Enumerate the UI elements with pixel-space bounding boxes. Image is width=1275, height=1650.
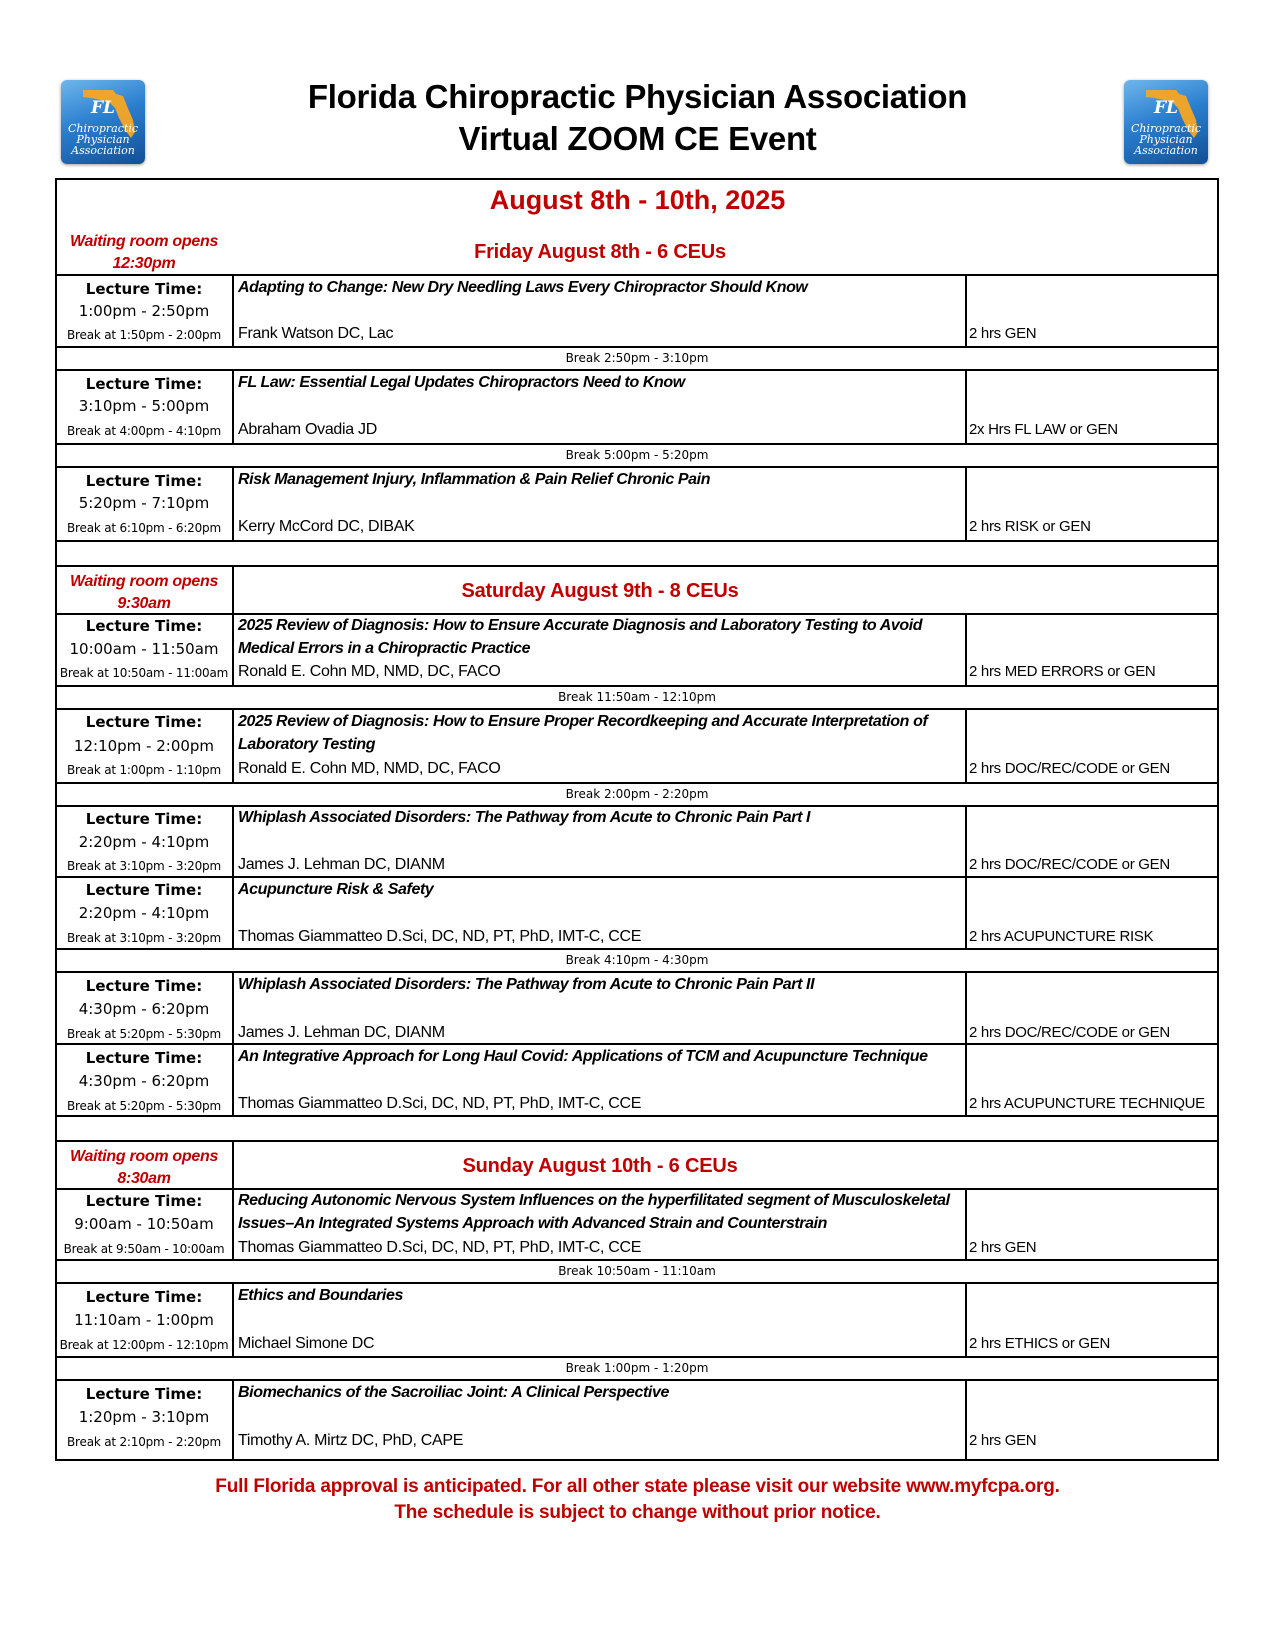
logo-initials: FL xyxy=(90,98,116,118)
lecture-time-label: Lecture Time: xyxy=(85,977,203,995)
lecture-break: Break at 5:20pm - 5:30pm xyxy=(67,1027,221,1041)
lecture-time: 12:10pm - 2:00pm xyxy=(73,737,215,755)
lecture-break: Break at 1:00pm - 1:10pm xyxy=(67,763,221,777)
lecture-time: 2:20pm - 4:10pm xyxy=(78,904,210,922)
lecture-break: Break at 3:10pm - 3:20pm xyxy=(67,859,221,873)
lecture-topic xyxy=(238,614,964,660)
topic-line: Whiplash Associated Disorders: The Pathway from Acute to Chronic Pain Part I xyxy=(238,809,811,826)
logo-text-line1: Chiropractic xyxy=(1130,122,1202,135)
lecture-time-label: Lecture Time: xyxy=(85,1192,203,1210)
lecture-time: 4:30pm - 6:20pm xyxy=(78,1072,210,1090)
break-row: Break 5:00pm - 5:20pm xyxy=(565,448,709,462)
logo-text-line1: Chiropractic xyxy=(67,122,139,135)
column-rule xyxy=(965,805,967,948)
lecture-time: 1:20pm - 3:10pm xyxy=(78,1408,210,1426)
break-row: Break 10:50am - 11:10am xyxy=(558,1264,716,1278)
lecture-break: Break at 4:00pm - 4:10pm xyxy=(67,424,221,438)
topic-line: 2025 Review of Diagnosis: How to Ensure Proper Recordkeeping and Accurate Interpretation of xyxy=(238,713,928,730)
day-header-sunday: Sunday August 10th - 6 CEUs xyxy=(462,1155,738,1177)
waiting-room-sunday xyxy=(57,1146,231,1190)
waiting-room-saturday xyxy=(57,571,231,615)
column-rule xyxy=(232,274,234,346)
column-rule xyxy=(965,1282,967,1356)
column-rule xyxy=(965,466,967,540)
lecture-credit: 2 hrs ACUPUNCTURE RISK xyxy=(969,928,1154,945)
lecture-time: 5:20pm - 7:10pm xyxy=(78,494,210,512)
lecture-topic xyxy=(238,468,964,491)
lecture-time-label: Lecture Time: xyxy=(85,1049,203,1067)
column-rule xyxy=(232,369,234,443)
table-rule xyxy=(55,782,1219,784)
column-rule xyxy=(965,613,967,685)
lecture-time-label: Lecture Time: xyxy=(85,881,203,899)
lecture-credit: 2 hrs GEN xyxy=(969,1239,1037,1256)
break-row: Break 2:50pm - 3:10pm xyxy=(565,351,709,365)
lecture-time-label: Lecture Time: xyxy=(85,375,203,393)
lecture-topic xyxy=(238,806,964,829)
lecture-time: 4:30pm - 6:20pm xyxy=(78,1000,210,1018)
lecture-speaker: Ronald E. Cohn MD, NMD, DC, FACO xyxy=(238,760,501,777)
logo-text-line2: Physician xyxy=(1139,133,1193,146)
table-rule xyxy=(55,346,1219,348)
topic-line: An Integrative Approach for Long Haul Covid: Applications of TCM and Acupuncture Technique xyxy=(238,1048,928,1065)
break-row: Break 2:00pm - 2:20pm xyxy=(565,787,709,801)
topic-line: FL Law: Essential Legal Updates Chiropractors Need to Know xyxy=(238,374,685,391)
lecture-topic xyxy=(238,1284,964,1307)
table-rule xyxy=(55,1259,1219,1261)
lecture-credit: 2 hrs ACUPUNCTURE TECHNIQUE xyxy=(969,1095,1205,1112)
topic-line: Risk Management Injury, Inflammation & Pain Relief Chronic Pain xyxy=(238,471,711,488)
lecture-speaker: Timothy A. Mirtz DC, PhD, CAPE xyxy=(238,1432,464,1449)
lecture-break: Break at 5:20pm - 5:30pm xyxy=(67,1099,221,1113)
waiting-room-label: Waiting room opens xyxy=(69,573,219,590)
approval-notice: Full Florida approval is anticipated. For all other state please visit our website www.myfcpa.org. xyxy=(215,1476,1060,1497)
topic-line: Adapting to Change: New Dry Needling Laws Every Chiropractor Should Know xyxy=(238,279,808,296)
column-rule xyxy=(965,708,967,782)
lecture-credit: 2 hrs DOC/REC/CODE or GEN xyxy=(969,1024,1170,1041)
column-rule xyxy=(965,1188,967,1259)
lecture-time-label: Lecture Time: xyxy=(85,1385,203,1403)
lecture-speaker: Kerry McCord DC, DIBAK xyxy=(238,518,415,535)
lecture-speaker: Thomas Giammatteo D.Sci, DC, ND, PT, PhD, IMT-C, CCE xyxy=(238,1095,642,1112)
lecture-break: Break at 3:10pm - 3:20pm xyxy=(67,931,221,945)
column-rule xyxy=(965,971,967,1115)
topic-line: Biomechanics of the Sacroiliac Joint: A Clinical Perspective xyxy=(238,1384,669,1401)
waiting-room-friday xyxy=(57,231,231,275)
lecture-credit: 2 hrs DOC/REC/CODE or GEN xyxy=(969,760,1170,777)
lecture-credit: 2 hrs GEN xyxy=(969,325,1037,342)
lecture-speaker: Michael Simone DC xyxy=(238,1335,375,1352)
table-rule xyxy=(55,540,1219,542)
lecture-time: 1:00pm - 2:50pm xyxy=(78,302,210,320)
lecture-speaker: James J. Lehman DC, DIANM xyxy=(238,1024,445,1041)
lecture-speaker: Abraham Ovadia JD xyxy=(238,421,377,438)
topic-line: Issues–An Integrated Systems Approach with Advanced Strain and Counterstrain xyxy=(238,1215,827,1232)
logo-text-line3: Association xyxy=(1134,144,1198,157)
topic-line: Acupuncture Risk & Safety xyxy=(238,881,434,898)
lecture-topic xyxy=(238,276,964,299)
column-rule xyxy=(232,805,234,948)
table-rule xyxy=(55,1356,1219,1358)
schedule-change-notice: The schedule is subject to change without prior notice. xyxy=(394,1502,881,1523)
column-rule xyxy=(965,1379,967,1459)
waiting-room-time: 12:30pm xyxy=(112,255,176,272)
topic-line: Ethics and Boundaries xyxy=(238,1287,403,1304)
lecture-credit: 2x Hrs FL LAW or GEN xyxy=(969,421,1118,438)
lecture-break: Break at 9:50am - 10:00am xyxy=(63,1242,225,1256)
lecture-break: Break at 6:10pm - 6:20pm xyxy=(67,521,221,535)
lecture-speaker: Thomas Giammatteo D.Sci, DC, ND, PT, PhD, IMT-C, CCE xyxy=(238,1239,642,1256)
column-rule xyxy=(232,466,234,540)
lecture-break: Break at 10:50am - 11:00am xyxy=(59,666,229,680)
table-rule xyxy=(55,685,1219,687)
lecture-speaker: Frank Watson DC, Lac xyxy=(238,325,394,342)
lecture-topic xyxy=(238,1381,964,1404)
lecture-time: 3:10pm - 5:00pm xyxy=(78,397,210,415)
waiting-room-time: 8:30am xyxy=(117,1170,171,1187)
lecture-break: Break at 1:50pm - 2:00pm xyxy=(67,328,221,342)
day-header-friday: Friday August 8th - 6 CEUs xyxy=(474,241,726,263)
lecture-topic xyxy=(238,878,964,901)
lecture-time: 10:00am - 11:50am xyxy=(69,640,219,658)
lecture-time-label: Lecture Time: xyxy=(85,617,203,635)
date-range: August 8th - 10th, 2025 xyxy=(489,185,786,215)
lecture-time-label: Lecture Time: xyxy=(85,472,203,490)
lecture-topic xyxy=(238,371,964,394)
topic-line: Whiplash Associated Disorders: The Pathway from Acute to Chronic Pain Part II xyxy=(238,976,815,993)
break-row: Break 11:50am - 12:10pm xyxy=(558,690,716,704)
break-row: Break 1:00pm - 1:20pm xyxy=(565,1361,709,1375)
waiting-room-label: Waiting room opens xyxy=(69,233,219,250)
column-rule xyxy=(232,708,234,782)
logo-initials: FL xyxy=(1153,98,1179,118)
lecture-topic xyxy=(238,1189,964,1235)
logo-text-line3: Association xyxy=(71,144,135,157)
lecture-break: Break at 12:00pm - 12:10pm xyxy=(59,1338,229,1352)
lecture-time: 11:10am - 1:00pm xyxy=(74,1311,214,1329)
logo-text-line2: Physician xyxy=(76,133,130,146)
topic-line: Reducing Autonomic Nervous System Influences on the hyperfilitated segment of Musculoskeletal xyxy=(238,1192,950,1209)
lecture-credit: 2 hrs GEN xyxy=(969,1432,1037,1449)
table-rule xyxy=(55,1140,1219,1142)
lecture-credit: 2 hrs ETHICS or GEN xyxy=(969,1335,1110,1352)
lecture-credit: 2 hrs DOC/REC/CODE or GEN xyxy=(969,856,1170,873)
lecture-time-label: Lecture Time: xyxy=(85,713,203,731)
document-title-line2: Virtual ZOOM CE Event xyxy=(458,120,817,157)
lecture-credit: 2 hrs MED ERRORS or GEN xyxy=(969,663,1156,680)
topic-line: Laboratory Testing xyxy=(238,736,376,753)
lecture-time: 2:20pm - 4:10pm xyxy=(78,833,210,851)
column-rule xyxy=(232,971,234,1115)
table-rule xyxy=(55,443,1219,445)
lecture-time-label: Lecture Time: xyxy=(85,280,203,298)
document-title-line1: Florida Chiropractic Physician Association xyxy=(307,78,968,115)
lecture-topic xyxy=(238,710,964,756)
day-header-saturday: Saturday August 9th - 8 CEUs xyxy=(461,580,739,602)
table-rule xyxy=(55,948,1219,950)
topic-line: 2025 Review of Diagnosis: How to Ensure Accurate Diagnosis and Laboratory Testing to Avoid xyxy=(238,617,923,634)
waiting-room-label: Waiting room opens xyxy=(69,1148,219,1165)
lecture-speaker: James J. Lehman DC, DIANM xyxy=(238,856,445,873)
column-rule xyxy=(232,1282,234,1356)
waiting-room-time: 9:30am xyxy=(117,595,171,612)
lecture-speaker: Thomas Giammatteo D.Sci, DC, ND, PT, PhD, IMT-C, CCE xyxy=(238,928,642,945)
lecture-topic xyxy=(238,973,964,996)
table-rule xyxy=(55,565,1219,567)
table-rule xyxy=(55,1115,1219,1117)
lecture-speaker: Ronald E. Cohn MD, NMD, DC, FACO xyxy=(238,663,501,680)
lecture-time: 9:00am - 10:50am xyxy=(74,1215,214,1233)
lecture-time-label: Lecture Time: xyxy=(85,810,203,828)
lecture-time-label: Lecture Time: xyxy=(85,1288,203,1306)
topic-line: Medical Errors in a Chiropractic Practice xyxy=(238,640,531,657)
break-row: Break 4:10pm - 4:30pm xyxy=(565,953,709,967)
lecture-break: Break at 2:10pm - 2:20pm xyxy=(67,1435,221,1449)
column-rule xyxy=(965,369,967,443)
lecture-credit: 2 hrs RISK or GEN xyxy=(969,518,1091,535)
lecture-topic xyxy=(238,1045,964,1068)
column-rule xyxy=(965,274,967,346)
column-rule xyxy=(232,1379,234,1459)
